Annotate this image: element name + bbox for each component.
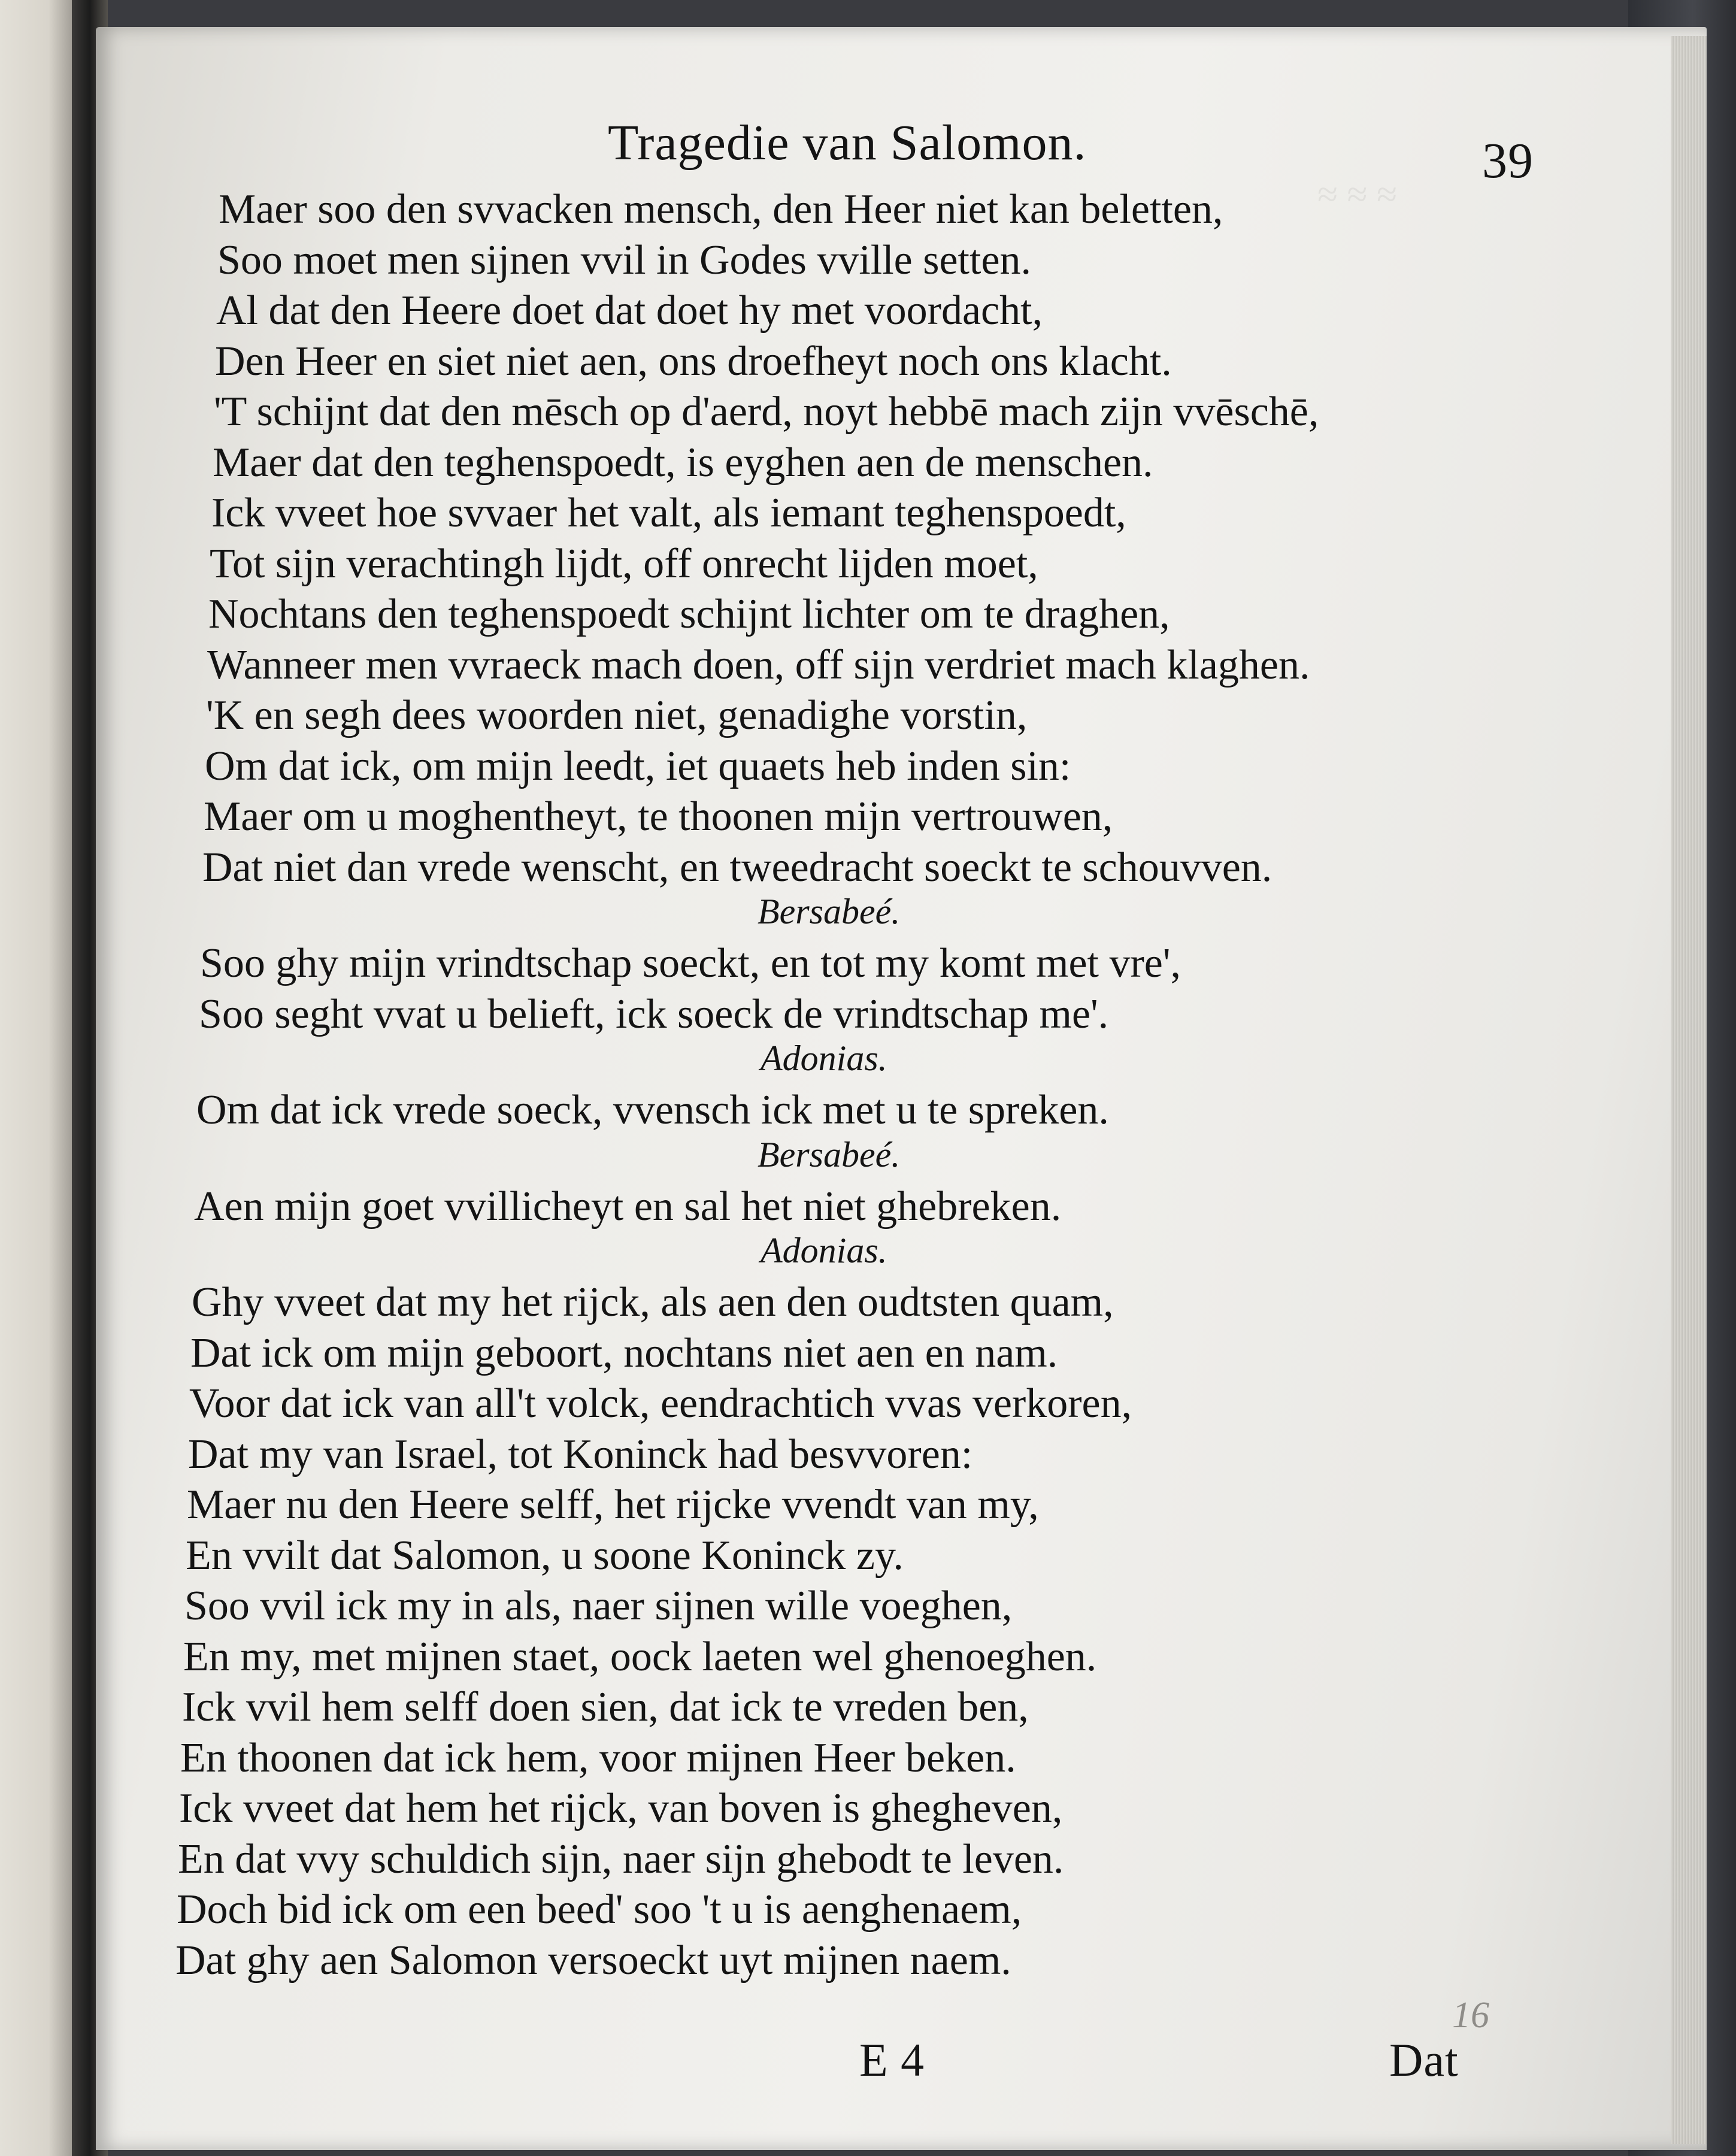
verse-line: Ghy vveet dat my het rijck, als aen den oudtsten quam, <box>192 1279 1114 1325</box>
verse-line: Ick vveet dat hem het rijck, van boven is ghegheven, <box>179 1785 1063 1831</box>
verse-line: En thoonen dat ick hem, voor mijnen Heer beken. <box>180 1734 1016 1781</box>
show-through: ≈ ≈ ≈ <box>1317 174 1398 215</box>
verse-line: Maer nu den Heere selff, het rijcke vvendt van my, <box>187 1482 1039 1528</box>
page-number: 39 <box>1482 133 1534 189</box>
verse-line: Ick vveet hoe svvaer het valt, als iemant teghenspoedt, <box>211 490 1126 536</box>
speaker-heading: Bersabeé. <box>758 892 901 931</box>
speaker-heading: Adonias. <box>761 1038 887 1078</box>
verse-line: Tot sijn verachtingh lijdt, off onrecht lijden moet, <box>210 540 1038 587</box>
running-title: Tragedie van Salomon. <box>608 115 1087 171</box>
verse-line: 'K en segh dees woorden niet, genadighe vorstin, <box>206 692 1028 738</box>
verse-line: Wanneer men vvraeck mach doen, off sijn verdriet mach klaghen. <box>207 641 1310 688</box>
verse-line: Aen mijn goet vvillicheyt en sal het niet ghebreken. <box>194 1183 1062 1230</box>
verse-line: 'T schijnt dat den mēsch op d'aerd, noyt hebbē mach zijn vvēschē, <box>214 389 1319 435</box>
verse-line: Dat ick om mijn geboort, nochtans niet aen en nam. <box>190 1330 1058 1376</box>
verse-line: Voor dat ick van all't volck, eendrachtich vvas verkoren, <box>189 1380 1132 1427</box>
verse-line: Al dat den Heere doet dat doet hy met voordacht, <box>216 287 1043 334</box>
verse-line: Soo ghy mijn vrindtschap soeckt, en tot my komt met vre', <box>200 940 1181 986</box>
verse-line: Soo seght vvat u belieft, ick soeck de vrindtschap me'. <box>199 991 1109 1037</box>
verse-line: Den Heer en siet niet aen, ons droefheyt noch ons klacht. <box>215 338 1172 384</box>
verse-line: Om dat ick vrede soeck, vvensch ick met u te spreken. <box>196 1087 1109 1133</box>
speaker-heading: Adonias. <box>761 1231 887 1270</box>
verse-line: Dat niet dan vrede wenscht, en tweedracht soeckt te schouvven. <box>202 844 1273 891</box>
verse-line: Dat ghy aen Salomon versoeckt uyt mijnen naem. <box>175 1937 1011 1984</box>
verse-line: Doch bid ick om een beed' soo 't u is aenghenaem, <box>177 1886 1022 1933</box>
signature-mark: E 4 <box>859 2034 925 2086</box>
verse-line: Maer soo den svvacken mensch, den Heer niet kan beletten, <box>219 186 1223 232</box>
verse-line: En my, met mijnen staet, oock laeten wel ghenoeghen. <box>183 1633 1097 1680</box>
verse-line: En vvilt dat Salomon, u soone Koninck zy. <box>186 1532 904 1579</box>
pencil-annotation: 16 <box>1452 1995 1489 2036</box>
verse-line: Om dat ick, om mijn leedt, iet quaets heb inden sin: <box>205 743 1071 789</box>
verse-line: Nochtans den teghenspoedt schijnt lichter om te draghen, <box>208 591 1170 637</box>
catchword: Dat <box>1389 2034 1459 2086</box>
verse-line: En dat vvy schuldich sijn, naer sijn ghebodt te leven. <box>178 1836 1064 1882</box>
verse-line: Maer om u moghentheyt, te thoonen mijn vertrouwen, <box>204 794 1113 840</box>
verse-line: Dat my van Israel, tot Koninck had besvvoren: <box>188 1431 973 1477</box>
page-edges <box>1671 36 1707 2144</box>
verse-line: Ick vvil hem selff doen sien, dat ick te vreden ben, <box>182 1684 1029 1730</box>
facing-page <box>0 0 81 2156</box>
verse-line: Soo moet men sijnen vvil in Godes vville setten. <box>217 237 1032 283</box>
verse-line: Maer dat den teghenspoedt, is eyghen aen de menschen. <box>213 439 1153 486</box>
speaker-heading: Bersabeé. <box>758 1134 901 1174</box>
verse-line: Soo vvil ick my in als, naer sijnen wille voeghen, <box>184 1583 1013 1629</box>
